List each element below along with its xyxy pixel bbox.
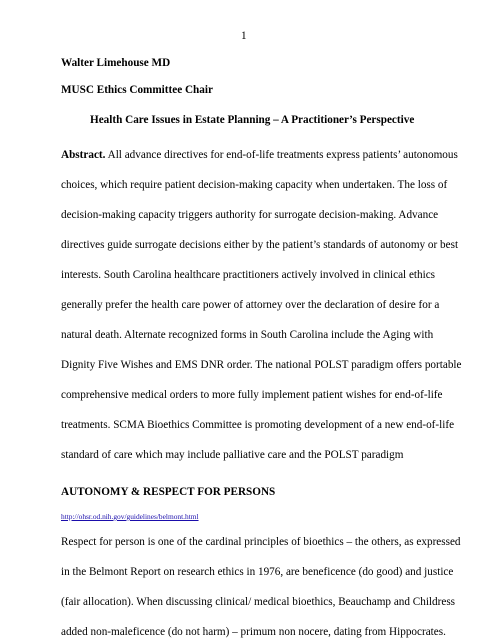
abstract-line: interests. South Carolina healthcare practitioners actively involved in clinical ethics	[61, 269, 436, 281]
page-number: 1	[241, 30, 247, 42]
abstract-line: generally prefer the health care power of attorney over the declaration of desire for a	[61, 299, 440, 311]
document-title: Health Care Issues in Estate Planning – A Practitioner’s Perspective	[90, 114, 415, 126]
author-affiliation: MUSC Ethics Committee Chair	[61, 84, 213, 96]
section-heading: AUTONOMY & RESPECT FOR PERSONS	[61, 486, 276, 498]
abstract-label: Abstract.	[61, 149, 106, 161]
abstract-line: comprehensive medical orders to more fully implement patient wishes for end-of-life	[61, 389, 443, 401]
body-line: in the Belmont Report on research ethics in 1976, are beneficence (do good) and justice	[61, 566, 454, 578]
belmont-report-link[interactable]: http://ohsr.od.nih.gov/guidelines/belmont.html	[61, 512, 199, 521]
body-line: (fair allocation). When discussing clinical/ medical bioethics, Beauchamp and Childress	[61, 596, 456, 608]
abstract-first-line-text: All advance directives for end-of-life treatments express patients’ autonomous	[105, 149, 458, 161]
abstract-line: standard of care which may include palliative care and the POLST paradigm	[61, 449, 404, 461]
abstract-line: natural death. Alternate recognized forms in South Carolina include the Aging with	[61, 329, 434, 341]
body-line: Respect for person is one of the cardinal principles of bioethics – the others, as expressed	[61, 536, 461, 548]
abstract-line: Dignity Five Wishes and EMS DNR order. The national POLST paradigm offers portable	[61, 359, 462, 371]
abstract-line: decision-making capacity triggers authority for surrogate decision-making. Advance	[61, 209, 439, 221]
abstract-line-1	[61, 149, 458, 161]
abstract-line: directives guide surrogate decisions either by the patient’s standards of autonomy or best	[61, 239, 459, 251]
author-name: Walter Limehouse MD	[61, 57, 171, 69]
body-line: added non-maleficence (do not harm) – primum non nocere, dating from Hippocrates.	[61, 626, 446, 638]
abstract-line: choices, which require patient decision-making capacity when undertaken. The loss of	[61, 179, 448, 191]
abstract-line: treatments. SCMA Bioethics Committee is promoting development of a new end-of-life	[61, 419, 455, 431]
